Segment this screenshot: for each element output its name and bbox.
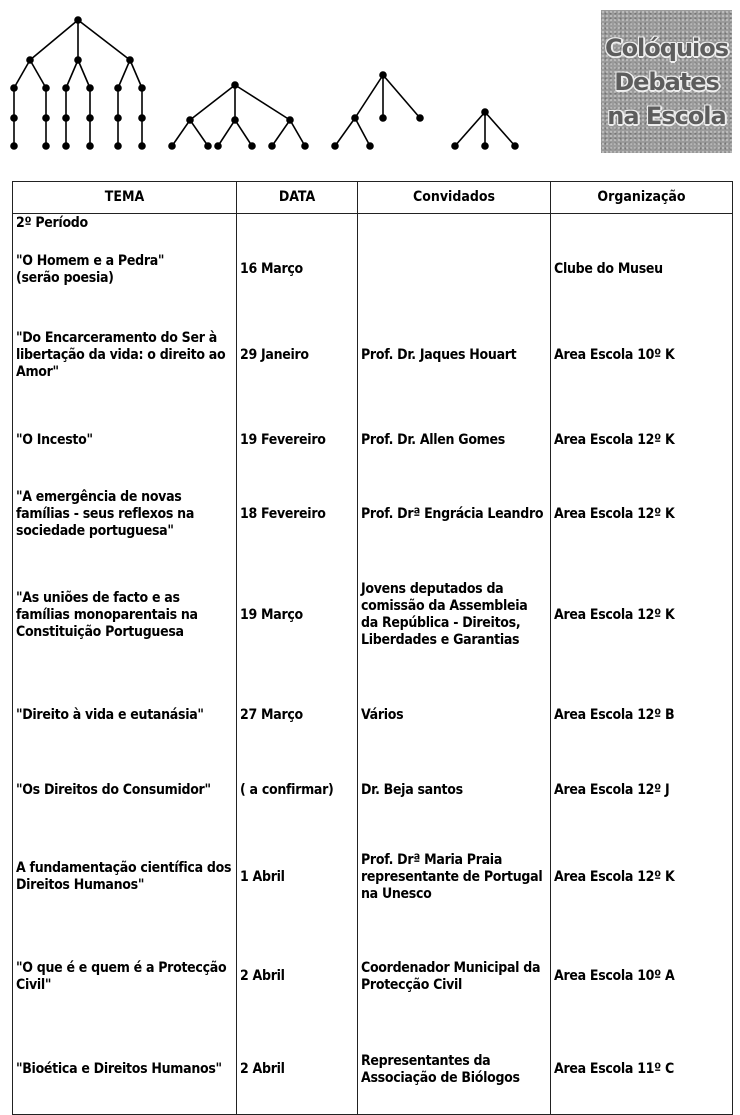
- tree-node: [86, 114, 94, 122]
- tree-node: [286, 116, 294, 124]
- tree-edge: [290, 120, 305, 146]
- tree-node: [42, 142, 50, 150]
- tree-edge: [272, 120, 290, 146]
- cell-convidados: Prof. Dr. Allen Gomes: [358, 404, 551, 476]
- cell-tema: "O Homem e a Pedra" (serão poesia): [13, 232, 237, 307]
- cell-organizacao: Area Escola 12º K: [551, 552, 733, 678]
- tree-edge: [335, 118, 355, 146]
- tree-edge: [218, 120, 235, 146]
- table-row: [13, 753, 733, 827]
- tree-edge: [190, 85, 235, 120]
- tree-node: [10, 114, 18, 122]
- tree-node: [74, 56, 82, 64]
- tree-node: [231, 116, 239, 124]
- tree-edge: [172, 120, 190, 146]
- cell-data: 1 Abril: [237, 827, 358, 927]
- table-row: [13, 476, 733, 552]
- tree-edge: [485, 112, 515, 146]
- cell-data: ( a confirmar): [237, 753, 358, 827]
- cell-tema: A fundamentação científica dos Direitos Humanos": [13, 827, 237, 927]
- cell-tema: "As uniões de facto e as famílias monoparentais na Constituição Portuguesa: [13, 552, 237, 678]
- tree-edge: [78, 60, 90, 88]
- logo-line-2: Debates: [614, 67, 719, 96]
- tree-edge: [190, 120, 208, 146]
- tree-node: [114, 84, 122, 92]
- tree-node: [268, 142, 276, 150]
- header-organizacao: Organização: [551, 182, 733, 214]
- cell-organizacao: Area Escola 12º K: [551, 404, 733, 476]
- logo-line-1: Colóquios: [604, 33, 729, 62]
- tree-edge: [355, 75, 383, 118]
- cell-tema: "O Incesto": [13, 404, 237, 476]
- cell-organizacao: Area Escola 11º C: [551, 1026, 733, 1114]
- tree-edge: [78, 20, 130, 60]
- header-convidados: Convidados: [358, 182, 551, 214]
- tree-node: [231, 81, 239, 89]
- tree-node: [248, 142, 256, 150]
- tree-edge: [30, 60, 46, 88]
- table-row: [13, 307, 733, 404]
- cell-data: 19 Março: [237, 552, 358, 678]
- tree-node: [481, 142, 489, 150]
- tree-node: [74, 16, 82, 24]
- cell-tema: "O que é e quem é a Protecção Civil": [13, 927, 237, 1026]
- tree-node: [126, 56, 134, 64]
- empty-cell: [551, 214, 733, 233]
- tree-node: [331, 142, 339, 150]
- tree-node: [62, 114, 70, 122]
- tree-node: [379, 71, 387, 79]
- schedule-table: [12, 181, 733, 1115]
- tree-node: [351, 114, 359, 122]
- header-data: DATA: [237, 182, 358, 214]
- cell-organizacao: Clube do Museu: [551, 232, 733, 307]
- cell-organizacao: Area Escola 12º J: [551, 753, 733, 827]
- tree-edge: [383, 75, 420, 118]
- tree-node: [416, 114, 424, 122]
- header-tema: TEMA: [13, 182, 237, 214]
- cell-data: 2 Abril: [237, 927, 358, 1026]
- tree-edge: [455, 112, 485, 146]
- tree-node: [366, 142, 374, 150]
- tree-edge: [66, 60, 78, 88]
- cell-convidados: Prof. Dr. Jaques Houart: [358, 307, 551, 404]
- tree-node: [138, 114, 146, 122]
- cell-data: 2 Abril: [237, 1026, 358, 1114]
- cell-tema: "Os Direitos do Consumidor": [13, 753, 237, 827]
- tree-node: [138, 142, 146, 150]
- cell-convidados: Representantes da Associação de Biólogos: [358, 1026, 551, 1114]
- cell-convidados: Prof. Drª Engrácia Leandro: [358, 476, 551, 552]
- table-row: [13, 552, 733, 678]
- tree-node: [62, 84, 70, 92]
- cell-organizacao: Area Escola 12º K: [551, 827, 733, 927]
- family-tree-diagrams: [0, 0, 600, 170]
- tree-node: [86, 142, 94, 150]
- tree-node: [42, 84, 50, 92]
- cell-convidados: Vários: [358, 678, 551, 753]
- cell-data: 29 Janeiro: [237, 307, 358, 404]
- cell-tema: "A emergência de novas famílias - seus reflexos na sociedade portuguesa": [13, 476, 237, 552]
- empty-cell: [237, 214, 358, 233]
- cell-data: 18 Fevereiro: [237, 476, 358, 552]
- tree-node: [379, 114, 387, 122]
- cell-data: 16 Março: [237, 232, 358, 307]
- tree-node: [62, 142, 70, 150]
- logo-coloquios-debates: [601, 10, 732, 153]
- cell-organizacao: Area Escola 10º K: [551, 307, 733, 404]
- period-label: 2º Período: [13, 214, 237, 233]
- tree-node: [301, 142, 309, 150]
- cell-convidados: Coordenador Municipal da Protecção Civil: [358, 927, 551, 1026]
- tree-node: [204, 142, 212, 150]
- tree-node: [114, 114, 122, 122]
- tree-node: [214, 142, 222, 150]
- tree-node: [138, 84, 146, 92]
- cell-tema: "Do Encarceramento do Ser à libertação da vida: o direito ao Amor": [13, 307, 237, 404]
- cell-organizacao: Area Escola 12º B: [551, 678, 733, 753]
- cell-organizacao: Area Escola 12º K: [551, 476, 733, 552]
- table-row: [13, 678, 733, 753]
- cell-convidados: [358, 232, 551, 307]
- cell-data: 27 Março: [237, 678, 358, 753]
- cell-data: 19 Fevereiro: [237, 404, 358, 476]
- cell-organizacao: Area Escola 10º A: [551, 927, 733, 1026]
- table-row: [13, 927, 733, 1026]
- empty-cell: [358, 214, 551, 233]
- tree-node: [186, 116, 194, 124]
- tree-node: [451, 142, 459, 150]
- table-row: [13, 827, 733, 927]
- table-row: [13, 1026, 733, 1114]
- cell-tema: "Direito à vida e eutanásia": [13, 678, 237, 753]
- table-header-row: [13, 182, 733, 214]
- cell-tema: "Bioética e Direitos Humanos": [13, 1026, 237, 1114]
- tree-node: [10, 142, 18, 150]
- tree-node: [10, 84, 18, 92]
- cell-convidados: Jovens deputados da comissão da Assembleia da República - Direitos, Liberdades e Garantias: [358, 552, 551, 678]
- tree-edge: [30, 20, 78, 60]
- tree-node: [114, 142, 122, 150]
- tree-edge: [235, 120, 252, 146]
- table-row: [13, 232, 733, 307]
- cell-convidados: Dr. Beja santos: [358, 753, 551, 827]
- logo-line-3: na Escola: [607, 101, 726, 130]
- tree-node: [86, 84, 94, 92]
- header: [0, 0, 740, 170]
- table-body: [13, 214, 733, 1115]
- tree-edge: [235, 85, 290, 120]
- tree-edge: [355, 118, 370, 146]
- tree-node: [511, 142, 519, 150]
- cell-convidados: Prof. Drª Maria Praia representante de Portugal na Unesco: [358, 827, 551, 927]
- tree-node: [42, 114, 50, 122]
- tree-node: [168, 142, 176, 150]
- table-row: [13, 404, 733, 476]
- period-row: [13, 214, 733, 233]
- tree-node: [26, 56, 34, 64]
- tree-edge: [118, 60, 130, 88]
- tree-node: [481, 108, 489, 116]
- tree-edge: [14, 60, 30, 88]
- tree-edge: [130, 60, 142, 88]
